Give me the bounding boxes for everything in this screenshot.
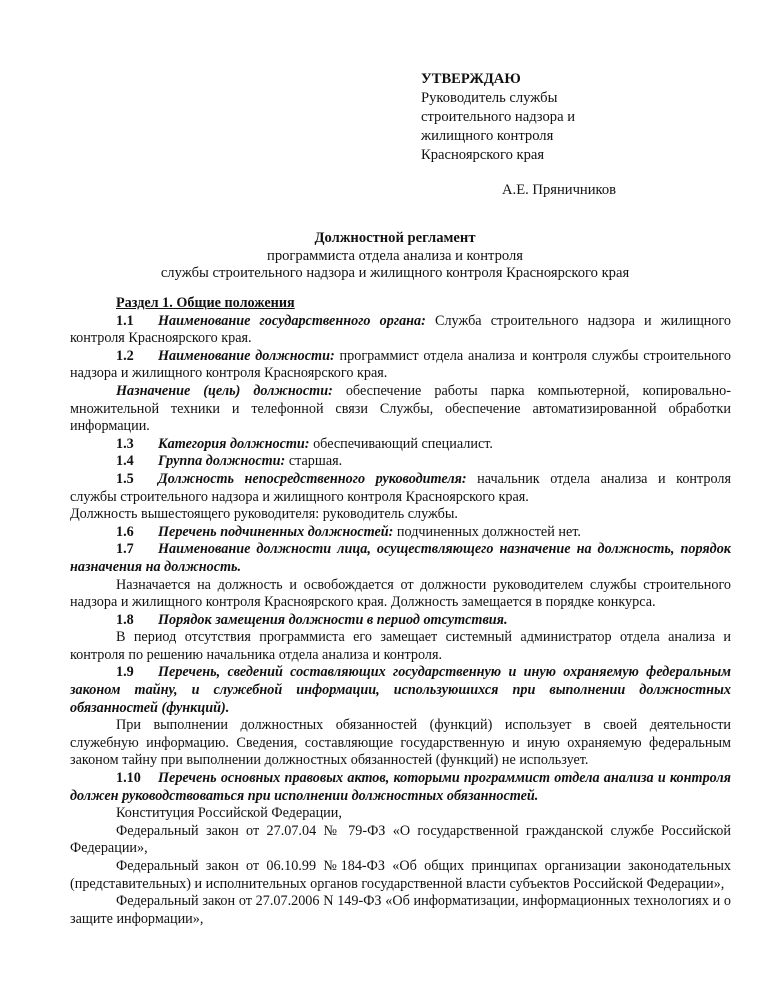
paragraph-1-8-text: В период отсутствия программиста его замещает системный администратор отдела анализа и контроля по решению начальника отдела анализа и контроля. <box>70 629 731 663</box>
clause-number: 1.4 <box>116 453 134 470</box>
clause-text: Служба строительного надзора и жилищного контроля Красноярского края. <box>70 312 731 347</box>
clause-text: подчиненных должностей нет. <box>393 523 581 540</box>
clause-text: обеспечивающий специалист. <box>309 435 493 452</box>
clause-label: Перечень основных правовых актов, которыми программист отдела анализа и контроля должен руководствоваться при исполнении должностных обязанностей. <box>70 770 731 804</box>
clause-label: Группа должности: <box>158 453 286 470</box>
paragraph-1-1 <box>70 313 731 348</box>
paragraph-1-6 <box>70 524 731 542</box>
clause-label: Должность непосредственного руководителя: <box>158 470 467 487</box>
paragraph-purpose <box>70 383 731 436</box>
clause-number: 1.2 <box>116 347 134 364</box>
approval-block <box>421 70 741 200</box>
clause-text: программист отдела анализа и контроля службы строительного надзора и жилищного контроля Красноярского края. <box>70 347 731 382</box>
paragraph-1-2 <box>70 348 731 383</box>
clause-text: обеспечение работы парка компьютерной, копировально-множительной техники и телефонной связи Службы, обеспечение автоматизированной обработки информации. <box>70 382 731 435</box>
approval-line: жилищного контроля <box>421 128 554 144</box>
section-heading: Раздел 1. Общие положения <box>116 295 295 311</box>
act-item: Федеральный закон от 06.10.99 №184-ФЗ «Об общих принципах организации законодательных (представительных) и исполнительных органов государственной власти субъектов Российской Федерации», <box>70 858 731 892</box>
clause-label: Назначение (цель) должности: <box>116 382 333 399</box>
clause-label: Категория должности: <box>158 435 310 452</box>
paragraph-1-8 <box>70 612 731 630</box>
clause-label: Наименование должности лица, осуществляющего назначение на должность, порядок назначения на должность. <box>70 541 731 575</box>
act-item: Конституция Российской Федерации, <box>116 805 342 822</box>
clause-label: Перечень, сведений составляющих государственную и иную охраняемую федеральным законом тайну, и служебной информации, используюшихся при выполнении должностных обязанностей (функций). <box>70 664 731 716</box>
title-main: Должностной регламент <box>314 230 476 246</box>
clause-label: Наименование должности: <box>158 347 335 364</box>
clause-label: Наименование государственного органа: <box>158 312 426 329</box>
clause-number: 1.5 <box>116 470 134 487</box>
clause-number: 1.9 <box>116 664 134 681</box>
clause-label: Порядок замещения должности в период отсутствия. <box>158 611 508 628</box>
clause-text: старшая. <box>285 453 343 470</box>
clause-number: 1.1 <box>116 312 134 329</box>
clause-number: 1.10 <box>116 770 141 787</box>
paragraph-superior: Должность вышестоящего руководителя: руководитель службы. <box>70 506 458 523</box>
clause-number: 1.3 <box>116 435 134 452</box>
clause-text: начальник отдела анализа и контроля службы строительного надзора и жилищного контроля Красноярского края. <box>70 470 731 505</box>
act-item: Федеральный закон от 27.07.2006 N 149-ФЗ «Об информатизации, информационных технологиях и о защите информации», <box>70 893 731 927</box>
document-title <box>60 230 730 283</box>
approval-line: Красноярского края <box>421 147 545 163</box>
paragraph-1-9 <box>70 664 731 717</box>
paragraph-1-10 <box>70 770 731 805</box>
clause-number: 1.6 <box>116 523 134 540</box>
act-item: Федеральный закон от 27.07.04 № 79-ФЗ «О государственной гражданской службе Российской Федерации», <box>70 822 731 857</box>
clause-number: 1.7 <box>116 541 134 558</box>
clause-label: Перечень подчиненных должностей: <box>158 523 394 540</box>
title-line: программиста отдела анализа и контроля <box>267 247 523 264</box>
approval-heading: УТВЕРЖДАЮ <box>421 71 521 87</box>
paragraph-1-4 <box>70 453 731 471</box>
paragraph-1-9-text: При выполнении должностных обязанностей (функций) использует в своей деятельности служебную информацию. Сведения, составляющие государственную и иную охраняемую федеральным законом тайну при выполнении должностных обязанностей (функций) не использует. <box>70 717 731 769</box>
approval-line: Руководитель службы <box>421 90 558 106</box>
paragraph-1-3 <box>70 436 731 454</box>
title-line: службы строительного надзора и жилищного контроля Красноярского края <box>160 265 630 281</box>
approval-line: строительного надзора и <box>421 109 576 125</box>
paragraph-1-5 <box>70 471 731 506</box>
document-body <box>70 295 731 928</box>
clause-number: 1.8 <box>116 611 134 628</box>
paragraph-1-7 <box>70 541 731 576</box>
paragraph-1-7-text: Назначается на должность и освобождается от должности руководителем службы строительного надзора и жилищного контроля Красноярского края. Должность замещается в порядке конкурса. <box>70 576 731 611</box>
signatory-name: А.Е. Пряничников <box>502 182 617 198</box>
